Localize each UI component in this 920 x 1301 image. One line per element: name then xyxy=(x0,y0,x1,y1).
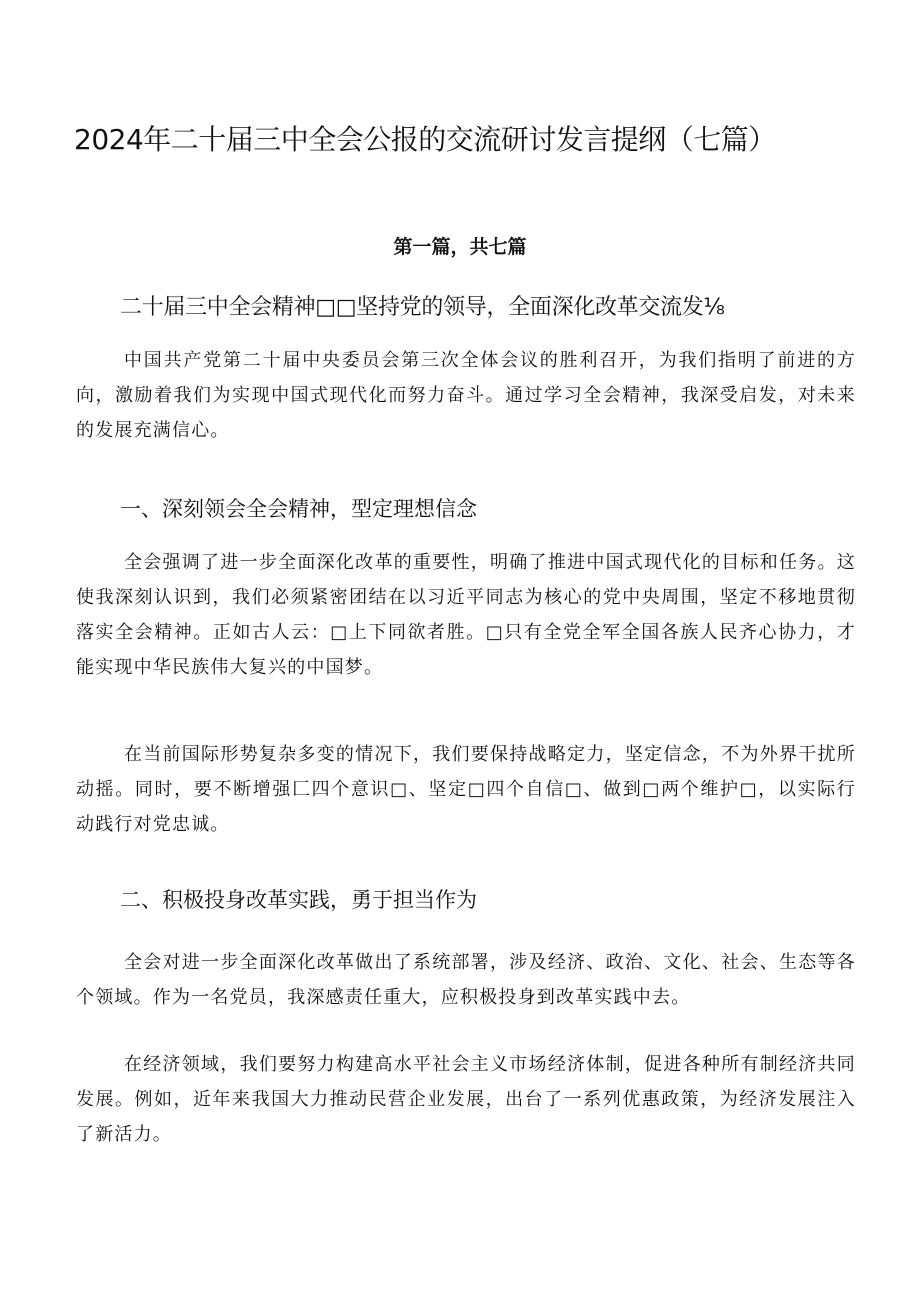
intro-paragraph: 中国共产党第二十届中央委员会第三次全体会议的胜利召开，为我们指明了前进的方向，激励着我们为实现中国式现代化而努力奋斗。通过学习全会精神，我深受启发，对未来的发展充满信心。 xyxy=(76,350,856,441)
section-2-paragraph-1: 全会对进一步全面深化改革做出了系统部署，涉及经济、政治、文化、社会、生态等各个领域。作为一名党员，我深感责任重大，应积极投身到改革实践中去。 xyxy=(76,952,856,1008)
document-title: 2024年二十届三中全会公报的交流研讨发言提纲（七篇） xyxy=(74,123,776,156)
section-2-paragraph-2: 在经济领域，我们要努力构建高水平社会主义市场经济体制，促进各种所有制经济共同发展。例如，近年来我国大力推动民营企业发展，出台了一系列优惠政策，为经济发展注入了新活力。 xyxy=(76,1054,856,1145)
part-label: 第一篇，共七篇 xyxy=(393,236,527,258)
section-1-paragraph-2: 在当前国际形势复杂多变的情况下，我们要保持战略定力，坚定信念，不为外界干扰所动摇。同时，要不断增强匚四个意识□、坚定□四个自信□、做到□两个维护□，以实际行动践行对党忠诚。 xyxy=(76,744,856,835)
section-1-paragraph-1: 全会强调了进一步全面深化改革的重要性，明确了推进中国式现代化的目标和任务。这使我深刻认识到，我们必须紧密团结在以习近平同志为核心的党中央周围，坚定不移地贯彻落实全会精神。正如古人云：□上下同欲者胜。□只有全党全军全国各族人民齐心协力，才能实现中华民族伟大复兴的中国梦。 xyxy=(76,552,856,678)
speech-subtitle: 二十届三中全会精神□□坚持党的领导，全面深化改革交流发⅛ xyxy=(120,295,725,320)
section-heading-2: 二、积极投身改革实践，勇于担当作为 xyxy=(120,888,477,912)
section-heading-1: 一、深刻领会全会精神，型定理想信念 xyxy=(120,497,477,521)
